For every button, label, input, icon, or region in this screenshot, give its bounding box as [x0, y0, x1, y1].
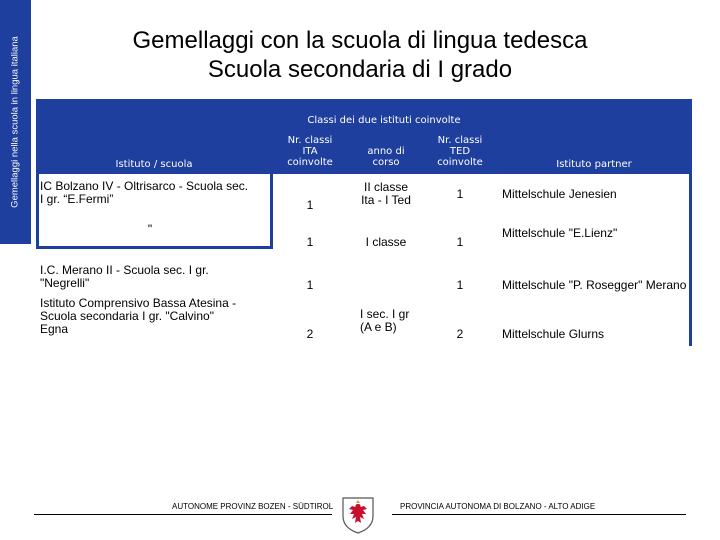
row-3-partner: Mittelschule "P. Rosegger" Merano	[502, 278, 687, 292]
title-line-2: Scuola secondaria di I grado	[207, 56, 513, 83]
page-title	[60, 26, 660, 84]
footer-label-left: AUTONOME PROVINZ BOZEN - SÜDTIROL	[172, 502, 334, 511]
header-nr-classi-ted: Nr. classi TED coinvolte	[437, 135, 483, 168]
row-1-istituto: IC Bolzano IV - Oltrisarco - Scuola sec. I gr. “E.Fermi”	[40, 179, 249, 206]
row-4-partner: Mittelschule Glurns	[502, 327, 605, 341]
row-1-partner: Mittelschule Jenesien	[502, 187, 617, 201]
header-group-label: Classi dei due istituti coinvolte	[307, 115, 461, 126]
footer-label-right: PROVINCIA AUTONOMA DI BOLZANO - ALTO ADIGE	[400, 502, 596, 511]
row-3-nr-ted: 1	[456, 278, 464, 292]
row-2-partner: Mittelschule "E.Lienz"	[502, 226, 618, 240]
row-3-istituto: I.C. Merano II - Scuola sec. I gr. "Negrelli"	[40, 263, 209, 290]
footer-rule-right	[392, 514, 686, 515]
row-4-nr-ita: 2	[306, 327, 314, 341]
sidebar-band	[0, 0, 31, 244]
table-left-border	[36, 174, 39, 246]
row-3-nr-ita: 1	[306, 278, 314, 292]
title-line-1: Gemellaggi con la scuola di lingua tedesca	[132, 27, 588, 54]
row-2-nr-ted: 1	[456, 235, 464, 249]
header-anno-corso: anno di corso	[367, 146, 405, 168]
row-4-nr-ted: 2	[456, 327, 464, 341]
footer-rule-left	[34, 514, 332, 515]
row-2-istituto: "	[147, 222, 153, 236]
table-row-rule	[36, 246, 273, 249]
row-2-anno: I classe	[365, 235, 407, 249]
row-2-nr-ita: 1	[306, 235, 314, 249]
header-istituto: Istituto / scuola	[115, 159, 193, 170]
row-1-nr-ted: 1	[456, 187, 464, 201]
sidebar-label: Gemellaggi nella scuola in lingua italiana	[9, 36, 21, 208]
row-4-anno: I sec. I gr (A e B)	[360, 307, 410, 334]
header-partner: Istituto partner	[556, 159, 632, 170]
tyrol-eagle-crest-icon	[341, 496, 375, 534]
table-right-border	[689, 174, 692, 346]
row-4-istituto: Istituto Comprensivo Bassa Atesina - Scuola secondaria I gr. "Calvino" Egna	[40, 296, 237, 336]
row-1-nr-ita: 1	[306, 198, 314, 212]
header-nr-classi-ita: Nr. classi ITA coinvolte	[287, 135, 333, 168]
row-1-anno: II classe Ita - I Ted	[361, 180, 411, 207]
